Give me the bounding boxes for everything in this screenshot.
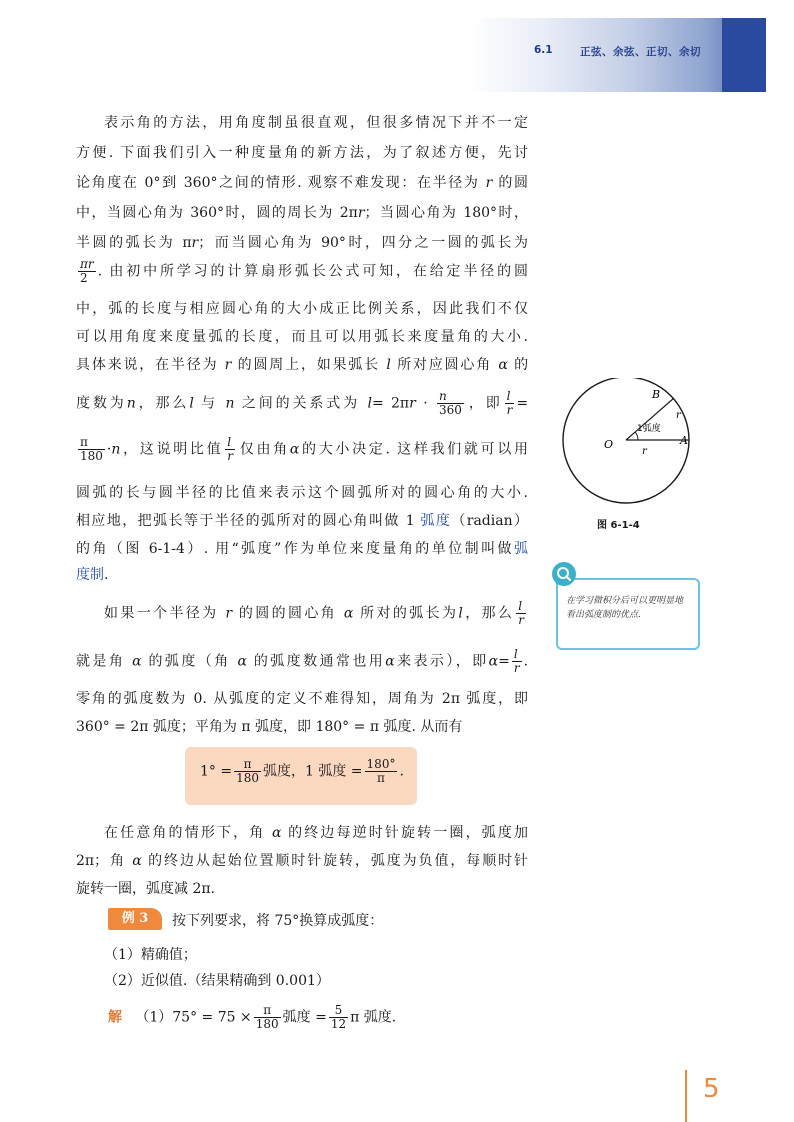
text-line: 具体来说，在半径为 r 的圆周上，如果弧长 l 所对应圆心角 α 的 (76, 357, 529, 373)
text-line: 方便. 下面我们引入一种度量角的新方法，为了叙述方便，先讨 (76, 145, 528, 161)
label-radius-r: r (642, 446, 647, 457)
label-arc-r: r (676, 410, 681, 421)
fraction-l-r: $\frac{l}{r}$ (506, 389, 513, 417)
example-label: 例 3 (108, 908, 162, 930)
text-line: 360° = 2π 弧度；平角为 π 弧度，即 180° = π 弧度. 从而有 (76, 719, 463, 735)
text-line: 相应地，把弧长等于半径的弧所对的圆心角叫做 1 弧度（radian） (76, 513, 529, 529)
fraction-pi-r-2: $\frac{\pi r}{2}$ (80, 257, 94, 285)
solution-line: 解 （1）75° = 75 × $\frac{\pi}{180}$ 弧度 = $\frac{5}{12}$ π 弧度. (108, 1003, 397, 1031)
text-line: 度制. (76, 567, 109, 583)
magnifier-icon (552, 562, 576, 586)
fraction-pi-180: $\frac{\pi}{180}$ (80, 435, 103, 463)
text-line: 2π；角 α 的终边从起始位置顺时针旋转，弧度为负值，每顺时针 (76, 853, 529, 869)
text-line: 如果一个半径为 r 的圆的圆心角 α 所对的弧长为l，那么 $\frac{l}{r}$ (104, 599, 525, 627)
header-section-title: 正弦、余弦、正切、余切 (580, 46, 701, 58)
fraction-l-r: $\frac{l}{r}$ (518, 599, 525, 627)
header-bar (722, 18, 766, 92)
text-line: $\frac{\pi}{180}$ ·n，这说明比值 $\frac{l}{r}$ 仅由角α的大小决定. 这样我们就可以用 (80, 435, 529, 463)
solution-label: 解 (108, 1009, 122, 1026)
term-radian: 弧度 (420, 513, 452, 529)
label-B: B (652, 388, 661, 401)
text-line: 中，弧的长度与相应圆心角的大小成正比例关系，因此我们不仅 (76, 301, 528, 317)
side-note-text: 在学习微积分后可以更明显地看出弧度制的优点. (566, 596, 684, 620)
fraction-5-12: $\frac{5}{12}$ (330, 1003, 347, 1031)
fraction-l-r: $\frac{l}{r}$ (513, 647, 520, 675)
term-radian-system: 弧 (514, 541, 528, 557)
angle-label: 1弧度 (637, 424, 661, 434)
text-line: 旋转一圈，弧度减 2π. (76, 881, 216, 897)
label-A: A (680, 434, 688, 447)
page-number: 5 (703, 1074, 720, 1104)
text-line: 就是角 α 的弧度（角 α 的弧度数通常也用α来表示），即α= $\frac{l}{r}$ . (76, 647, 529, 675)
figure-radian-circle (556, 378, 706, 508)
text-line: 中，当圆心角为 360°时，圆的周长为 2πr；当圆心角为 180°时， (76, 205, 529, 221)
text-line: $\frac{\pi r}{2}$ . 由初中所学习的计算扇形弧长公式可知，在给定半径的圆 (80, 257, 528, 285)
fraction-180deg-pi: $\frac{180^\circ}{\pi}$ (366, 757, 396, 785)
text-line: 半圆的弧长为 πr；而当圆心角为 90°时，四分之一圆的弧长为 (76, 235, 529, 251)
example-item: （1）精确值； (104, 947, 197, 963)
text-line: 度数为n，那么l 与 n 之间的关系式为 l= 2πr · $\frac{n}{360}$ ，即 $\frac{l}{r}$ = (76, 389, 529, 417)
formula-degree-radian: 1° = $\frac{\pi}{180}$ 弧度，1 弧度 = $\frac{180^\circ}{\pi}$ . (200, 757, 404, 785)
fraction-pi-180: $\frac{\pi}{180}$ (255, 1003, 279, 1031)
figure-caption: 图 6-1-4 (597, 520, 640, 531)
fraction-l-r: $\frac{l}{r}$ (227, 435, 234, 463)
label-O: O (604, 438, 614, 451)
text-line: 表示角的方法，用角度制虽很直观，但很多情况下并不一定 (104, 115, 528, 131)
text-line: 论角度在 0°到 360°之间的情形. 观察不难发现：在半径为 r 的圆 (76, 175, 529, 191)
text-line: 可以用角度来度量弧的长度，而且可以用弧长来度量角的大小. (76, 329, 528, 345)
header-section-number: 6.1 (534, 44, 553, 56)
page-number-rule (685, 1070, 687, 1122)
text-line: 的角（图 6-1-4）. 用“弧度”作为单位来度量角的单位制叫做弧 (76, 541, 528, 557)
text-line: 零角的弧度数为 0. 从弧度的定义不难得知，周角为 2π 弧度，即 (76, 691, 528, 707)
example-text: 按下列要求，将 75°换算成弧度： (172, 913, 384, 929)
fraction-n-360: $\frac{n}{360}$ (439, 389, 462, 417)
text-line: 在任意角的情形下，角 α 的终边每逆时针旋转一圈，弧度加 (104, 825, 529, 841)
text-line: 圆弧的长与圆半径的比值来表示这个圆弧所对的圆心角的大小. (76, 485, 528, 501)
example-item: （2）近似值.（结果精确到 0.001） (104, 973, 330, 989)
fraction-pi-180: $\frac{\pi}{180}$ (236, 757, 259, 785)
